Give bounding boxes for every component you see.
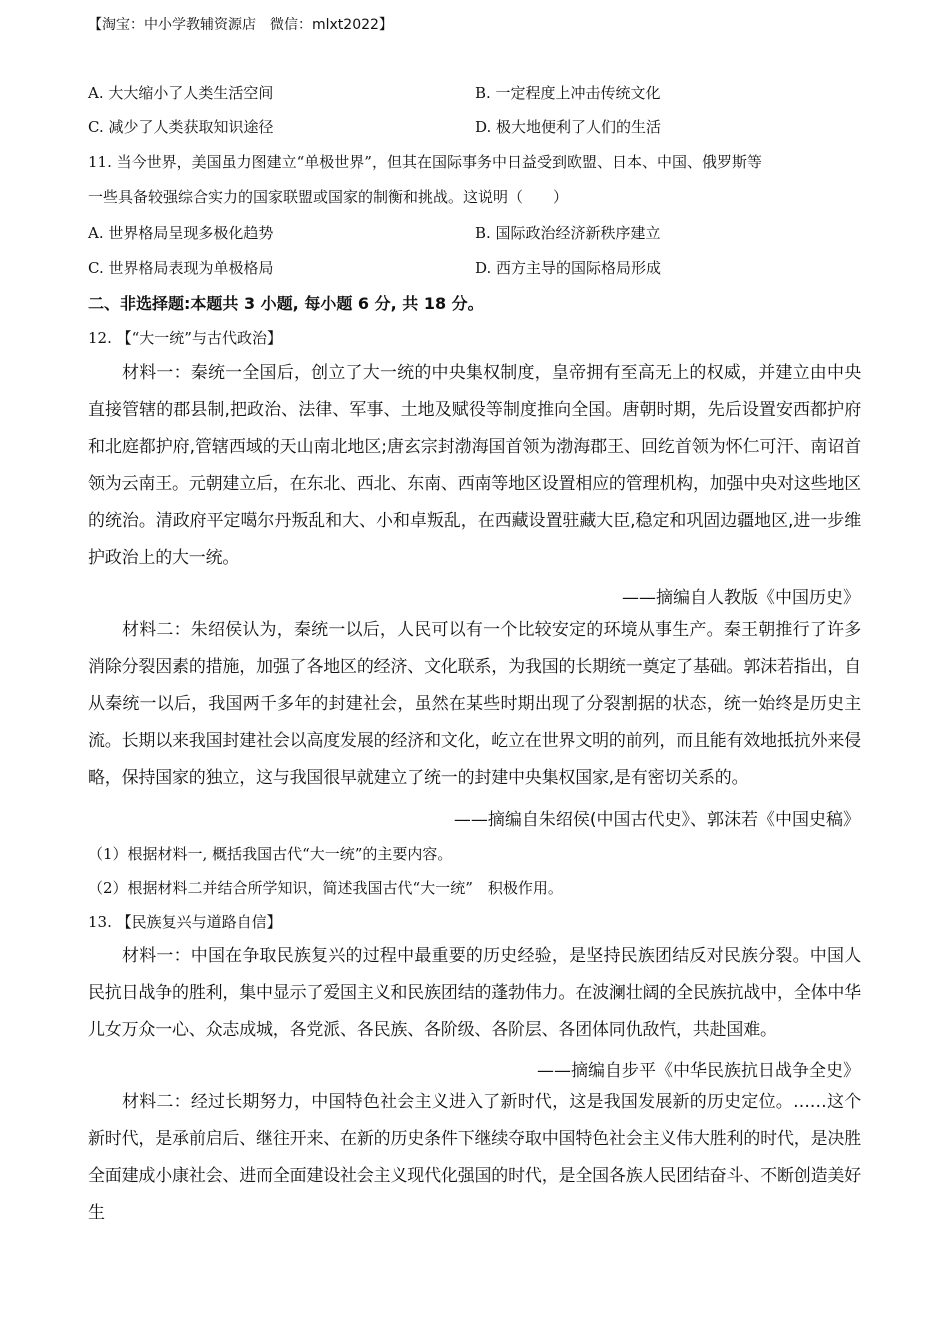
q12-subquestion-1: （1）根据材料一, 概括我国古代“大一统”的主要内容。 xyxy=(88,845,453,863)
q13-title: 13. 【民族复兴与道路自信】 xyxy=(88,913,282,931)
q12-material-1: 材料一：秦统一全国后，创立了大一统的中央集权制度，皇帝拥有至高无上的权威，并建立由中央直接管辖的郡县制,把政治、法律、军事、土地及赋役等制度推向全国。唐朝时期，先后设置安西都护府和北庭都护府,管辖西域的天山南北地区;唐玄宗封渤海国首领为渤海郡王、回纥首领为怀仁可汗、南诏首领为云南王。元朝建立后，在东北、西北、东南、西南等地区设置相应的管理机构，加强中央对这些地区的统治。清政府平定噶尔丹叛乱和大、小和卓叛乱，在西藏设置驻藏大臣,稳定和巩固边疆地区,进一步维护政治上的大一统。 xyxy=(88,363,861,568)
q11-option-a: A. 世界格局呈现多极化趋势 xyxy=(88,224,274,242)
q13-material-1: 材料一：中国在争取民族复兴的过程中最重要的历史经验，是坚持民族团结反对民族分裂。中国人民抗日战争的胜利，集中显示了爱国主义和民族团结的蓬勃伟力。在波澜壮阔的全民族抗战中，全体中华儿女万众一心、众志成城，各党派、各民族、各阶级、各阶层、各团体同仇敌忾，共赴国难。 xyxy=(88,946,861,1040)
q10-option-b: B. 一定程度上冲击传统文化 xyxy=(475,84,661,102)
q11-option-c: C. 世界格局表现为单极格局 xyxy=(88,259,274,277)
q10-option-d: D. 极大地便利了人们的生活 xyxy=(475,118,662,136)
q12-subquestion-2: （2）根据材料二并结合所学知识，简述我国古代“大一统” 积极作用。 xyxy=(88,879,563,897)
q10-option-c: C. 减少了人类获取知识途径 xyxy=(88,118,274,136)
q12-title: 12. 【“大一统”与古代政治】 xyxy=(88,329,282,347)
q11-stem-line1: 11. 当今世界，美国虽力图建立“单极世界”，但其在国际事务中日益受到欧盟、日本、中国、俄罗斯等 xyxy=(88,153,762,171)
q12-source-2: ——摘编自朱绍侯(中国古代史》、郭沫若《中国史稿》 xyxy=(453,810,860,830)
q11-option-b: B. 国际政治经济新秩序建立 xyxy=(475,224,661,242)
q12-source-1: ——摘编自人教版《中国历史》 xyxy=(622,588,860,608)
section-heading: 二、非选择题:本题共 3 小题, 每小题 6 分, 共 18 分。 xyxy=(88,294,484,313)
page-header: 【淘宝：中小学教辅资源店 微信：mlxt2022】 xyxy=(88,17,393,33)
q13-material-2: 材料二：经过长期努力，中国特色社会主义进入了新时代，这是我国发展新的历史定位。……这个新时代，是承前启后、继往开来、在新的历史条件下继续夺取中国特色社会主义伟大胜利的时代，是决胜全面建成小康社会、进而全面建设社会主义现代化强国的时代，是全国各族人民团结奋斗、不断创造美好生 xyxy=(88,1092,861,1223)
q10-option-a: A. 大大缩小了人类生活空间 xyxy=(88,84,274,102)
q12-material-2: 材料二：朱绍侯认为，秦统一以后，人民可以有一个比较安定的环境从事生产。秦王朝推行了许多消除分裂因素的措施，加强了各地区的经济、文化联系，为我国的长期统一奠定了基础。郭沫若指出，自从秦统一以后，我国两千多年的封建社会，虽然在某些时期出现了分裂割据的状态，统一始终是历史主流。长期以来我国封建社会以高度发展的经济和文化，屹立在世界文明的前列，而且能有效地抵抗外来侵略，保持国家的独立，这与我国很早就建立了统一的封建中央集权国家,是有密切关系的。 xyxy=(88,620,861,788)
q11-stem-line2: 一些具备较强综合实力的国家联盟或国家的制衡和挑战。这说明（ ） xyxy=(88,188,569,206)
q11-option-d: D. 西方主导的国际格局形成 xyxy=(475,259,662,277)
q13-source-1: ——摘编自步平《中华民族抗日战争全史》 xyxy=(537,1061,860,1081)
